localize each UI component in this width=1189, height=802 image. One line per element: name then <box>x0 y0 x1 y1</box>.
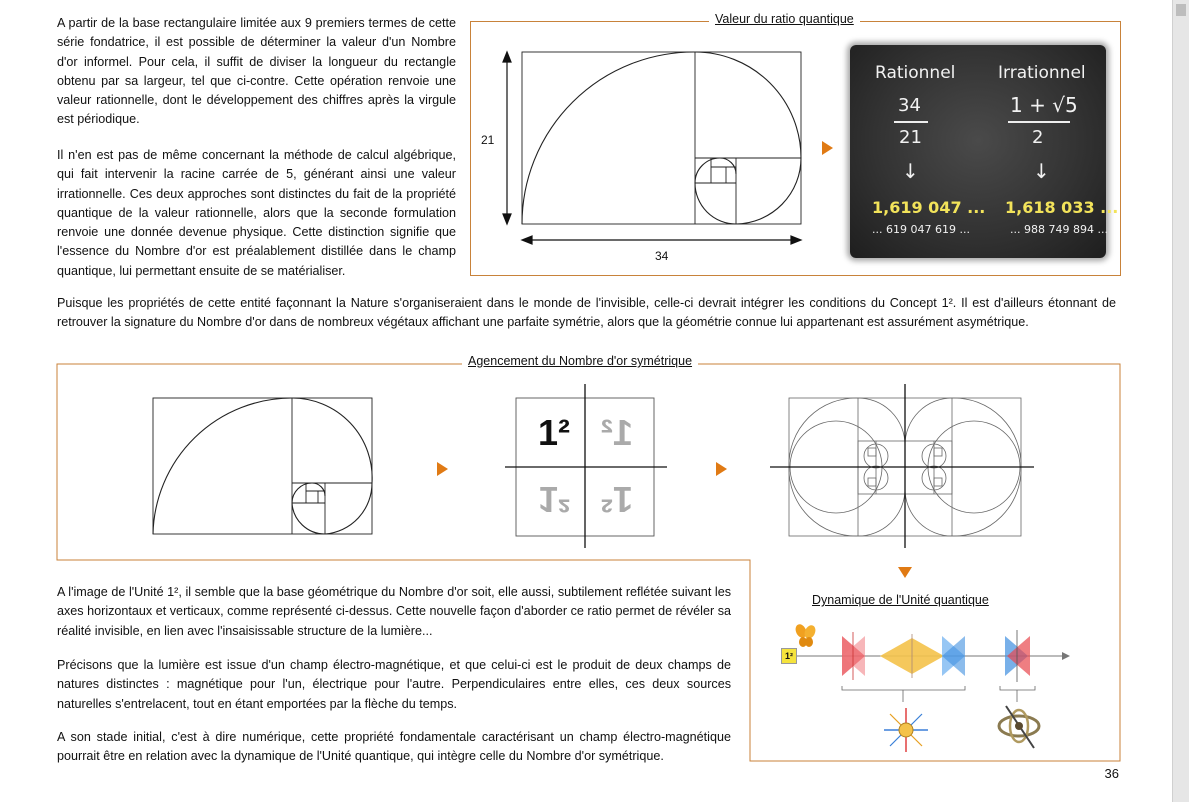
dynamics-figure-title: Dynamique de l'Unité quantique <box>812 593 989 607</box>
arrow-to-symmetric-icon <box>716 462 727 476</box>
arrow-to-unit-icon <box>437 462 448 476</box>
vertical-scrollbar[interactable] <box>1172 0 1189 802</box>
gyroscope-icon <box>999 706 1039 748</box>
rational-numerator: 34 <box>898 95 921 116</box>
width-label: 34 <box>655 249 669 263</box>
arrow-to-chalkboard-icon <box>822 141 833 155</box>
arrow-down-icon <box>898 567 912 578</box>
concept-paragraph: Puisque les propriétés de cette entité façonnant la Nature s'organiseraient dans le monde de l'invisible, celle-ci devrait intégrer les conditions du Concept 1². Il est d'ailleurs étonnant de retrouver la signature du Nombre d'or dans de nombreux végétaux affichant une parfaite symétrie, alors que la géométrie connue lui appartenant est assurément asymétrique. <box>57 296 1116 330</box>
page-number: 36 <box>1104 766 1119 781</box>
unit-label-main: 1² <box>538 412 571 453</box>
unit-label-mirror-v: 1² <box>538 479 571 520</box>
rational-denominator: 21 <box>899 127 922 148</box>
light-paragraph: Précisons que la lumière est issue d'un champ électro-magnétique, et que celui-ci est le produit de deux champs de natures distinctes : magnétique pour l'un, électrique pour l'autre. Perpendiculaires entre elles, ces deux sources naturelles s'entrelacent, tout en étant emportées par la flèche du temps. <box>57 658 731 711</box>
unit-label-mirror-hv: 1² <box>601 479 634 520</box>
unit-label-mirror-h: 1² <box>601 412 634 453</box>
scrollbar-thumb[interactable] <box>1176 4 1186 16</box>
chalkboard-image <box>850 45 1119 258</box>
symmetric-figure-title: Agencement du Nombre d'or symétrique <box>462 354 698 368</box>
ratio-figure-title: Valeur du ratio quantique <box>709 12 860 26</box>
irrational-denominator: 2 <box>1032 127 1044 148</box>
rational-fraction-bar <box>894 121 928 123</box>
butterfly-icon <box>794 623 818 647</box>
rational-heading: Rationnel <box>875 63 956 83</box>
irrational-fraction-bar <box>1008 121 1070 123</box>
intro-paragraph: A partir de la base rectangulaire limitée aux 9 premiers termes de cette série fondatrice, il est possible de déterminer la valeur d'un Nombre d'or informel. Pour cela, il suffit de diviser la longueur du rectangle obtenu par sa largeur, tel que ci-contre. Cette opération renvoie une valeur rationnelle, dont le développement des chiffres après la virgule est périodique. <box>57 16 456 127</box>
axis-sphere-icon <box>884 708 928 752</box>
irrational-arrow-icon: ↓ <box>1033 159 1050 183</box>
irrational-numerator: 1 + √5 <box>1010 93 1078 117</box>
algebraic-paragraph: Il n'en est pas de même concernant la méthode de calcul algébrique, qui fait intervenir la racine carrée de 5, générant ainsi une valeur irrationnelle. Ces deux approches sont distinctes du fait de la propriété quantique de la valeur rationnelle, alors que la seconde formulation renvoie une donnée devenue physique. Cette distinction signifie que l'essence du Nombre d'or est préalablement distillée dans le champ quantique, lui permettant ensuite de se matérialiser. <box>57 148 456 278</box>
unit-tag: 1² <box>781 648 797 664</box>
unit-paragraph: A l'image de l'Unité 1², il semble que la base géométrique du Nombre d'or soit, elle aussi, subtilement reflétée suivant les axes horizontaux et verticaux, comme représenté ci-dessus. Cette nouvelle façon d'aborder ce ratio permet de révéler sa réalité invisible, en lien avec l'insaisissable structure de la lumière... <box>57 585 731 638</box>
height-label: 21 <box>481 133 495 147</box>
numeric-paragraph: A son stade initial, c'est à dire numérique, cette propriété fondamentale caractérisant un champ électro-magnétique pourrait être en relation avec la dynamique de l'Unité quantique, qui intègre celle du Nombre d'or symétrique. <box>57 730 731 764</box>
rational-arrow-icon: ↓ <box>902 159 919 183</box>
rational-value: 1,619 047 ... <box>872 198 986 217</box>
rational-digits: ... 619 047 619 ... <box>872 223 970 236</box>
irrational-value: 1,618 033 ... <box>1005 198 1119 217</box>
irrational-digits: ... 988 749 894 ... <box>1010 223 1108 236</box>
irrational-heading: Irrationnel <box>998 63 1086 83</box>
